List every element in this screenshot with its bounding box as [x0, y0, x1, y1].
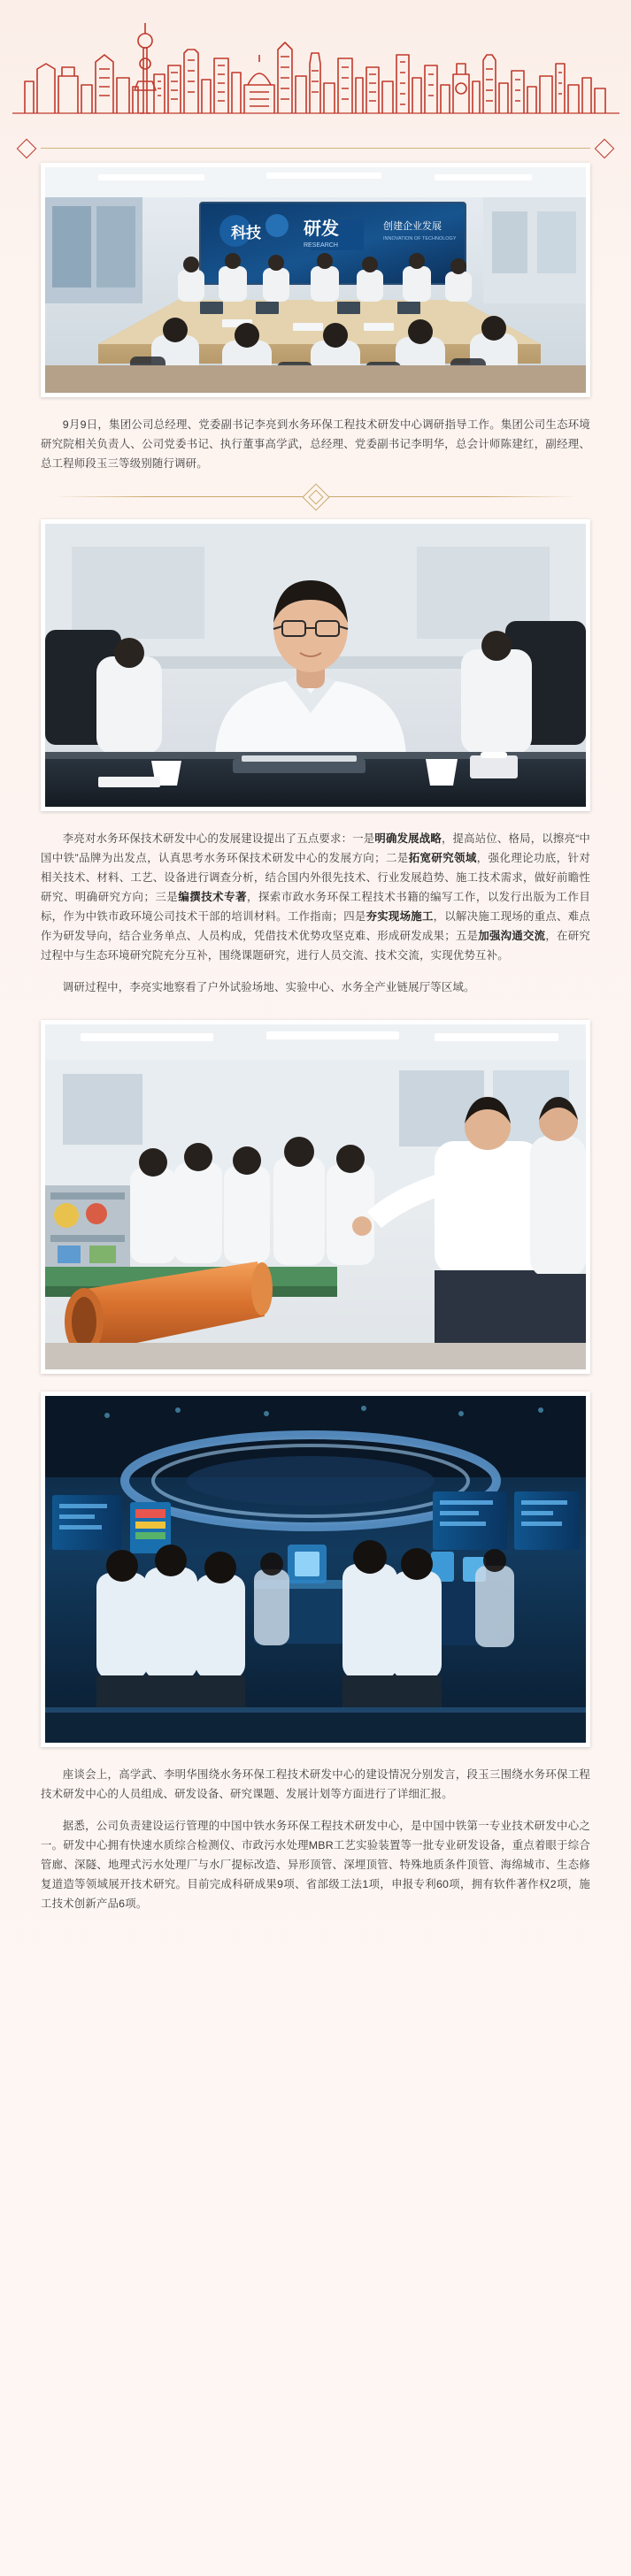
ornament-divider: [0, 473, 631, 519]
paragraph-1-text: 9月9日，集团公司总经理、党委副书记李亮到水务环保工程技术研发中心调研指导工作。集团公司生态环境研究院相关负责人、公司党委书记、执行董事高学武，总经理、党委副书记李明华，总会计师陈建红，副经理、总工程师段玉三等级别随行调研。: [41, 418, 590, 470]
p2-emphasis-2: 拓宽研究领域: [408, 852, 477, 864]
p2-emphasis-5: 加强沟通交流: [478, 930, 546, 942]
paragraph-3: [41, 978, 590, 997]
p2-run-0: 李亮对水务环保技术研发中心的发展建设提出了五点要求：一是: [62, 832, 375, 845]
p2-emphasis-3: 编撰技术专著: [178, 891, 248, 903]
svg-text:INNOVATION OF TECHNOLOGY: INNOVATION OF TECHNOLOGY: [383, 236, 457, 242]
divider-line: [41, 148, 590, 149]
top-divider: [0, 133, 631, 163]
exhibition-hall-photo: [41, 1392, 590, 1747]
svg-text:RESEARCH: RESEARCH: [304, 242, 338, 249]
paragraph-2: [41, 829, 590, 965]
svg-text:创建企业发展: 创建企业发展: [383, 221, 442, 232]
speaker-portrait-photo: [41, 519, 590, 811]
diamond-ornament-left: [17, 139, 37, 159]
p2-run-2: ，提高站位、格局，以擦亮“中国中铁”品牌为出发点，认真思考水务环保技术研发中心的发展方向；二是: [41, 832, 590, 864]
p2-emphasis-1: 明确发展战略: [374, 832, 442, 845]
svg-text:科技: 科技: [231, 225, 261, 242]
p2-run-4: ，强化理论功底，针对相关技术、材料、工艺、设备进行调查分析，结合国内外很先技术、行业发展趋势、施工技术需求，做好前瞻性研究、明确研究方向；三是: [41, 852, 591, 903]
diamond-ornament-center: [302, 483, 329, 510]
paragraph-1: [41, 415, 590, 473]
paragraph-5-text: 据悉，公司负责建设运行管理的中国中铁水务环保工程技术研发中心，是中国中铁第一专业技术研发中心之一。研发中心拥有快速水质综合检测仪、市政污水处理MBR工艺实验装置等一批专业研发设备，重点着眼于综合管廊、深隧、地理式污水处理厂与水厂提标改造、异形顶管、深埋顶管、特殊地质条件顶管、海绵城市、生态修复道造等领域展开技术研究。目前完成科研成果9项、省部级工法1项，申报专利60项，拥有软件著作权2项，施工技术创新产品6项。: [41, 1820, 590, 1910]
paragraph-5: [41, 1816, 590, 1913]
meeting-room-photo: [41, 163, 590, 397]
p2-run-8: ，以解决施工现场的重点、难点作为研发导向，结合业务单点、人员构成，凭借技术优势攻坚克难、形成研发成果；五是: [41, 910, 591, 942]
svg-text:研发: 研发: [304, 219, 339, 239]
paragraph-4: [41, 1765, 590, 1804]
p2-emphasis-4: 夯实现场施工: [366, 910, 434, 923]
p2-run-10: ，在研究过程中与生态环境研究院充分互补，围绕课题研究，进行人员交流、技术交流，实现优势互补。: [41, 930, 590, 962]
diamond-ornament-right: [595, 139, 615, 159]
header-banner: [0, 0, 631, 133]
skyline-illustration: [0, 0, 631, 115]
paragraph-3-text: 调研过程中，李亮实地察看了户外试验场地、实验中心、水务全产业链展厅等区域。: [62, 981, 475, 993]
p2-run-6: ，探索市政水务环保工程技术书籍的编写工作，以发行出版为工作目标，作为中铁市政环境公司技术干部的培训材料。工作指南；四是: [41, 891, 591, 923]
paragraph-4-text: 座谈会上，高学武、李明华围绕水务环保工程技术研发中心的建设情况分别发言，段玉三围绕水务环保工程技术研发中心的人员组成、研发设备、研究课题、发展计划等方面进行了详细汇报。: [41, 1768, 590, 1800]
lab-visit-photo: [41, 1020, 590, 1374]
